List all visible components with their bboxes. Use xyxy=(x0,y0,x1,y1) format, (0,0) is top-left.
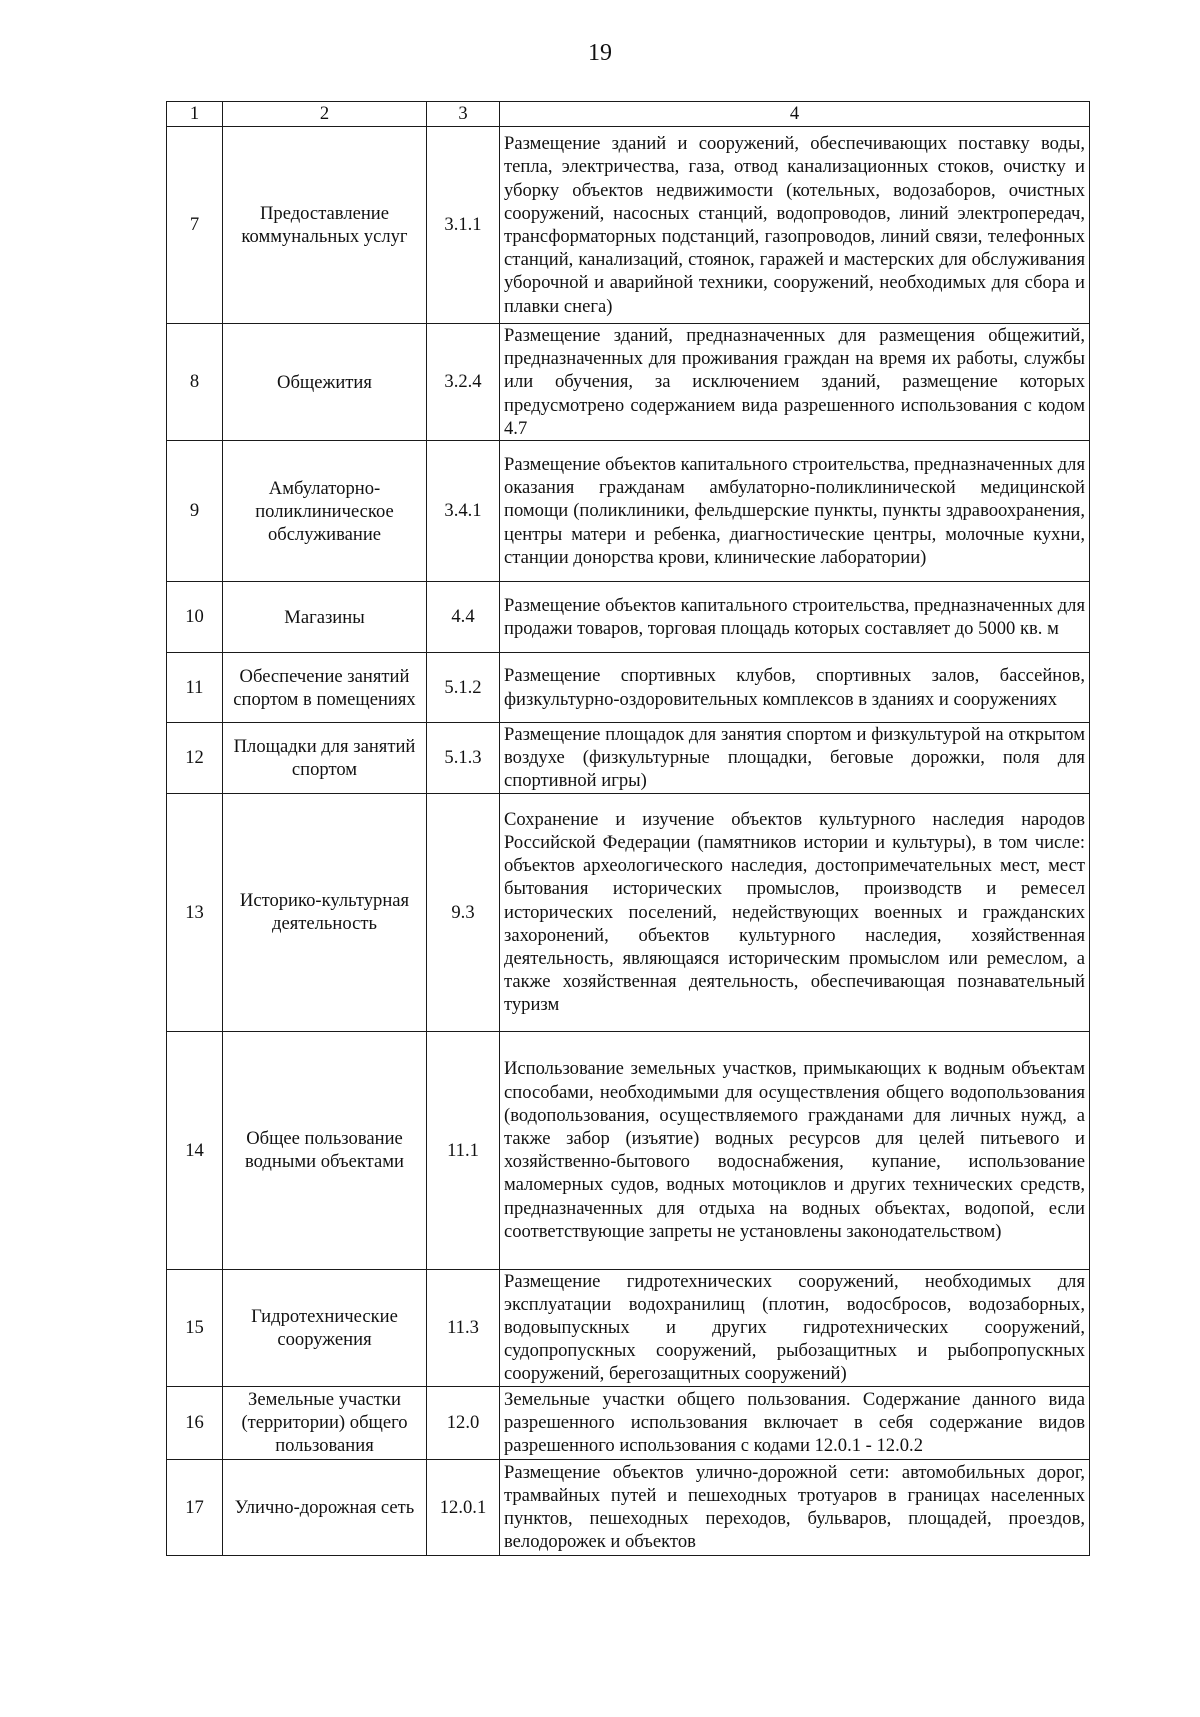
row-number: 13 xyxy=(167,793,223,1031)
table-row xyxy=(167,793,1090,1031)
land-use-description: Размещение спортивных клубов, спортивных залов, бассейнов, физкультурно-оздоровительных комплексов в зданиях и сооружениях xyxy=(500,653,1090,723)
row-number: 9 xyxy=(167,441,223,582)
land-use-name: Амбулаторно-поликлиническое обслуживание xyxy=(223,441,427,582)
row-number: 17 xyxy=(167,1459,223,1555)
table-header-row xyxy=(167,102,1090,127)
land-use-name: Предоставление коммунальных услуг xyxy=(223,127,427,324)
row-number: 10 xyxy=(167,582,223,653)
land-use-code: 11.1 xyxy=(427,1031,500,1269)
column-header-1: 1 xyxy=(167,102,223,127)
land-use-description: Размещение гидротехнических сооружений, необходимых для эксплуатации водохранилищ (плотин, водосбросов, водозаборных, водовыпускных и других гидротехнических сооружений, судопропускных сооружений, рыбозащитных и рыбопропускных сооружений, берегозащитных сооружений) xyxy=(500,1269,1090,1386)
table-row xyxy=(167,582,1090,653)
table-row xyxy=(167,127,1090,324)
land-use-description: Использование земельных участков, примыкающих к водным объектам способами, необходимыми для осуществления общего водопользования (водопользования, осуществляемого гражданами для личных нужд, а также забор (изъятие) водных ресурсов для целей питьевого и хозяйственно-бытового водоснабжения, купание, использование маломерных судов, водных мотоциклов и других технических средств, предназначенных для отдыха на водных объектах, водопой, если соответствующие запреты не установлены законодательством) xyxy=(500,1031,1090,1269)
land-use-table xyxy=(166,101,1090,1556)
land-use-name: Общежития xyxy=(223,324,427,441)
row-number: 7 xyxy=(167,127,223,324)
land-use-name: Улично-дорожная сеть xyxy=(223,1459,427,1555)
land-use-description: Размещение объектов капитального строительства, предназначенных для оказания гражданам амбулаторно-поликлинической медицинской помощи (поликлиники, фельдшерские пункты, пункты здравоохранения, центры матери и ребенка, диагностические центры, молочные кухни, станции донорства крови, клинические лаборатории) xyxy=(500,441,1090,582)
land-use-code: 5.1.2 xyxy=(427,653,500,723)
table-row xyxy=(167,653,1090,723)
land-use-code: 3.4.1 xyxy=(427,441,500,582)
column-header-3: 3 xyxy=(427,102,500,127)
column-header-2: 2 xyxy=(223,102,427,127)
row-number: 14 xyxy=(167,1031,223,1269)
land-use-description: Размещение площадок для занятия спортом и физкультурой на открытом воздухе (физкультурные площадки, беговые дорожки, поля для спортивной игры) xyxy=(500,723,1090,794)
table-row xyxy=(167,1269,1090,1386)
land-use-code: 11.3 xyxy=(427,1269,500,1386)
page-number: 19 xyxy=(588,40,612,66)
land-use-description: Сохранение и изучение объектов культурного наследия народов Российской Федерации (памятников истории и культуры), в том числе: объектов археологического наследия, достопримечательных мест, мест бытования исторических промыслов, производств и ремесел исторических поселений, недействующих военных и гражданских захоронений, объектов культурного наследия, хозяйственная деятельность, являющаяся историческим промыслом или ремеслом, а также хозяйственная деятельность, обеспечивающая познавательный туризм xyxy=(500,793,1090,1031)
table-row xyxy=(167,324,1090,441)
land-use-description: Размещение зданий и сооружений, обеспечивающих поставку воды, тепла, электричества, газа, отвод канализационных стоков, очистку и уборку объектов недвижимости (котельных, водозаборов, очистных сооружений, насосных станций, водопроводов, линий электропередач, трансформаторных подстанций, газопроводов, линий связи, телефонных станций, канализаций, стоянок, гаражей и мастерских для обслуживания уборочной и аварийной техники, сооружений, необходимых для сбора и плавки снега) xyxy=(500,127,1090,324)
land-use-code: 3.1.1 xyxy=(427,127,500,324)
row-number: 15 xyxy=(167,1269,223,1386)
table-row xyxy=(167,441,1090,582)
land-use-code: 12.0 xyxy=(427,1386,500,1459)
row-number: 12 xyxy=(167,723,223,794)
land-use-name: Площадки для занятий спортом xyxy=(223,723,427,794)
land-use-code: 12.0.1 xyxy=(427,1459,500,1555)
land-use-name: Земельные участки (территории) общего пользования xyxy=(223,1386,427,1459)
land-use-name: Обеспечение занятий спортом в помещениях xyxy=(223,653,427,723)
table-row xyxy=(167,1386,1090,1459)
row-number: 16 xyxy=(167,1386,223,1459)
land-use-code: 3.2.4 xyxy=(427,324,500,441)
column-header-4: 4 xyxy=(500,102,1090,127)
table-row xyxy=(167,723,1090,794)
land-use-code: 5.1.3 xyxy=(427,723,500,794)
row-number: 8 xyxy=(167,324,223,441)
land-use-name: Общее пользование водными объектами xyxy=(223,1031,427,1269)
land-use-description: Размещение объектов улично-дорожной сети: автомобильных дорог, трамвайных путей и пешеходных тротуаров в границах населенных пунктов, пешеходных переходов, бульваров, площадей, проездов, велодорожек и объектов xyxy=(500,1459,1090,1555)
row-number: 11 xyxy=(167,653,223,723)
land-use-description: Размещение зданий, предназначенных для размещения общежитий, предназначенных для проживания граждан на время их работы, службы или обучения, за исключением зданий, размещение которых предусмотрено содержанием вида разрешенного использования с кодом 4.7 xyxy=(500,324,1090,441)
table-row xyxy=(167,1031,1090,1269)
land-use-description: Размещение объектов капитального строительства, предназначенных для продажи товаров, торговая площадь которых составляет до 5000 кв. м xyxy=(500,582,1090,653)
land-use-name: Магазины xyxy=(223,582,427,653)
table-row xyxy=(167,1459,1090,1555)
land-use-code: 9.3 xyxy=(427,793,500,1031)
land-use-description: Земельные участки общего пользования. Содержание данного вида разрешенного использования включает в себя содержание видов разрешенного использования с кодами 12.0.1 - 12.0.2 xyxy=(500,1386,1090,1459)
land-use-name: Историко-культурная деятельность xyxy=(223,793,427,1031)
land-use-code: 4.4 xyxy=(427,582,500,653)
land-use-name: Гидротехнические сооружения xyxy=(223,1269,427,1386)
